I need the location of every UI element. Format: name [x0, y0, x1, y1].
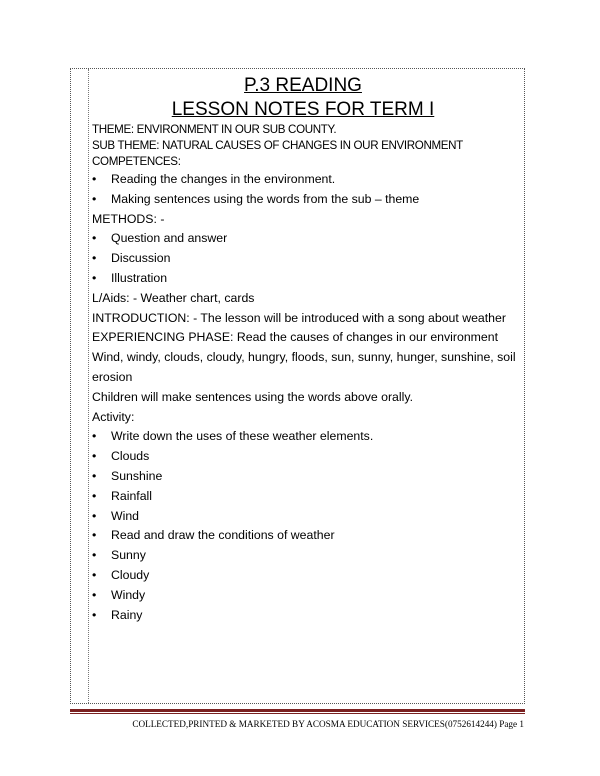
list-item: • Illustration: [92, 269, 520, 289]
introduction-text: : - The lesson will be introduced with a song about weather: [186, 310, 506, 325]
experiencing-text: Read the causes of changes in our environment: [233, 330, 498, 345]
footer-rule: [70, 709, 525, 712]
list-item: • Cloudy: [92, 566, 520, 586]
title-line-2: LESSON NOTES FOR TERM I: [171, 99, 435, 120]
laids-text: Weather chart, cards: [137, 290, 255, 305]
introduction-line: [92, 309, 520, 329]
competences-heading: COMPETENCES:: [92, 155, 181, 168]
experiencing-line: [92, 328, 520, 348]
introduction-label: INTRODUCTION: [92, 310, 187, 325]
list-item: • Making sentences using the words from the sub – theme: [92, 190, 520, 210]
list-item: • Discussion: [92, 249, 520, 269]
laids-label: L/Aids: -: [92, 290, 138, 305]
activity-list: [92, 427, 520, 625]
methods-suffix: : -: [153, 211, 165, 226]
document-body: [92, 74, 520, 625]
activity-label: Activity: [92, 409, 131, 424]
word-list: Wind, windy, clouds, cloudy, hungry, floods, sun, sunny, hunger, sunshine, soil erosion: [92, 350, 516, 384]
list-item: • Windy: [92, 586, 520, 606]
theme-line: THEME: ENVIRONMENT IN OUR SUB COUNTY.: [92, 123, 337, 136]
list-item: • Clouds: [92, 447, 520, 467]
sub-theme-line: SUB THEME: NATURAL CAUSES OF CHANGES IN OUR ENVIRONMENT: [92, 139, 463, 152]
list-item: • Rainfall: [92, 487, 520, 507]
activity-heading: [92, 408, 520, 428]
list-item: • Read and draw the conditions of weather: [92, 526, 520, 546]
competences-list: [92, 170, 520, 210]
methods-list: [92, 229, 520, 288]
footer-rule-thin: [70, 713, 525, 714]
methods-label: METHODS: [92, 211, 154, 226]
list-item: • Wind: [92, 507, 520, 527]
sentence-task: Children will make sentences using the words above orally.: [92, 389, 414, 404]
list-item: • Write down the uses of these weather elements.: [92, 427, 520, 447]
list-item: • Rainy: [92, 606, 520, 626]
list-item: • Reading the changes in the environment.: [92, 170, 520, 190]
list-item: • Sunshine: [92, 467, 520, 487]
laids-line: [92, 289, 520, 309]
margin-line: [88, 69, 89, 703]
list-item: • Question and answer: [92, 229, 520, 249]
experiencing-label: EXPERIENCING PHASE:: [92, 330, 234, 345]
methods-heading: [92, 210, 520, 230]
activity-suffix: :: [130, 409, 135, 424]
list-item: • Sunny: [92, 546, 520, 566]
page-footer: COLLECTED,PRINTED & MARKETED BY ACOSMA EDUCATION SERVICES(0752614244) Page 1: [132, 719, 524, 729]
title-line-1: P.3 READING: [244, 75, 362, 96]
